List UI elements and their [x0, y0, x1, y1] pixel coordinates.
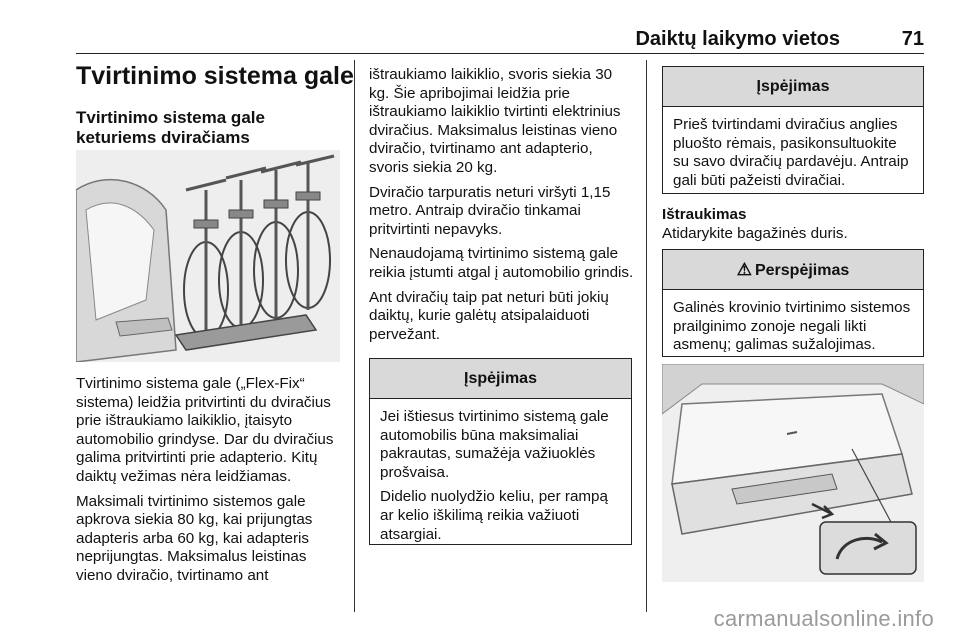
- middle-body: [369, 66, 635, 350]
- paragraph: Ant dviračių taip pat neturi būti jokių daiktų, kurie galėtų atsipalaiduoti pervežant.: [369, 288, 609, 343]
- watermark: carmanualsonline.info: [713, 606, 934, 631]
- paragraph: Maksimali tvirtinimo sistemos gale apkrova siekia 80 kg, kai prijungtas adapteris arba 60 kg, kai adapteris neprijungtas. Maksimalus leistinas vieno dviračio, tvirtinamo ant: [76, 492, 313, 584]
- paragraph: Dviračio tarpuratis neturi viršyti 1,15 metro. Antraip dviračio tinkamai pritvirtinti nepavyks.: [369, 183, 611, 238]
- notice-body: [370, 399, 631, 544]
- notice-paragraph: Prieš tvirtindami dviračius anglies pluošto rėmais, pasikonsultuokite su savo dviračių pardavėju. Antraip gali būti pažeisti dviračiai.: [673, 116, 909, 189]
- warning-icon: ⚠: [736, 260, 752, 279]
- notice-paragraph: Didelio nuolydžio keliu, per rampą ar kelio iškilimą reikia važiuoti atsargiai.: [380, 488, 608, 543]
- notice-paragraph: Jei ištiesus tvirtinimo sistemą gale automobilis būna maksimaliai pakrautas, sumažėja važiuoklės prošvaisa.: [380, 408, 609, 481]
- paragraph: ištraukiamo laikiklio, svoris siekia 30 kg. Šie apribojimai leidžia prie ištraukiamo laikiklio tvirtinti elektrinius dviračius. Maksimalus leistinas vieno dviračio, tvirtinamo ant adapterio, svoris siekia 20 kg.: [369, 66, 621, 176]
- section-heading: Tvirtinimo sistema gale: [76, 62, 354, 90]
- page-number: 71: [901, 28, 924, 50]
- paragraph: Nenaudojamą tvirtinimo sistemą gale reikia įstumti atgal į automobilio grindis.: [369, 245, 634, 281]
- column-divider-left: [354, 60, 355, 612]
- warning-body: [663, 290, 923, 355]
- section-subheading: Tvirtinimo sistema gale keturiems dviračiams: [76, 108, 265, 147]
- extraction-title: Ištraukimas: [662, 206, 747, 223]
- extraction-text: Atidarykite bagažinės duris.: [662, 224, 848, 242]
- left-body: [76, 375, 346, 592]
- header-rule: [76, 53, 924, 54]
- header-title: Daiktų laikymo vietos: [635, 28, 840, 50]
- warning-text: Galinės krovinio tvirtinimo sistemos prailginimo zonoje negali likti asmenų; galimas sužalojimas.: [673, 299, 911, 354]
- bumper-pull-out-illustration: [662, 364, 924, 582]
- warning-header: [663, 250, 923, 290]
- column-divider-right: [646, 60, 647, 612]
- bike-carrier-illustration: [76, 150, 340, 362]
- notice-box: [662, 66, 924, 194]
- warning-title: Perspėjimas: [754, 262, 850, 279]
- warning-box: [662, 249, 924, 357]
- notice-body: [663, 107, 923, 190]
- notice-title: Įspėjimas: [370, 359, 631, 399]
- notice-title: Įspėjimas: [663, 67, 923, 107]
- paragraph: Tvirtinimo sistema gale („Flex-Fix“ sistema) leidžia pritvirtinti du dviračius prie ištraukiamo laikiklio, įtaisyto automobilio grindyse. Dar du dviračius galima pritvirtinti prie adapterio. Kitų daiktų vežimas nėra leidžiamas.: [76, 375, 334, 485]
- extraction-section: [662, 206, 924, 243]
- notice-box: [369, 358, 632, 545]
